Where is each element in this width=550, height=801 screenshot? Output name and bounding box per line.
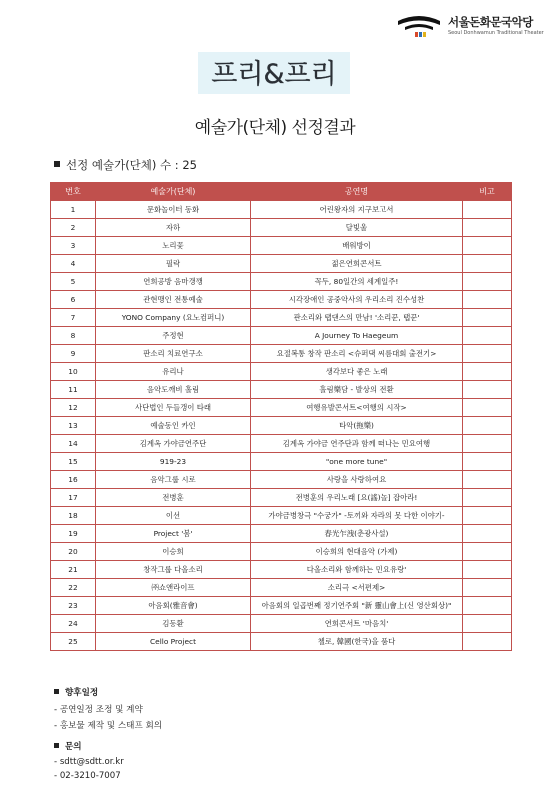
row-note bbox=[463, 633, 512, 651]
table-row bbox=[51, 579, 512, 597]
row-number: 19 bbox=[51, 525, 96, 543]
row-artist: YONO Company (요노컴퍼니) bbox=[96, 309, 251, 327]
row-note bbox=[463, 453, 512, 471]
row-note bbox=[463, 417, 512, 435]
table-row bbox=[51, 615, 512, 633]
row-number: 1 bbox=[51, 201, 96, 219]
row-artist: 김동환 bbox=[96, 615, 251, 633]
row-artist: 919-23 bbox=[96, 453, 251, 471]
row-performance: 연희콘서트 '마음치' bbox=[251, 615, 463, 633]
row-note bbox=[463, 237, 512, 255]
row-number: 20 bbox=[51, 543, 96, 561]
org-name-en: Seoul Donhwamun Traditional Theater bbox=[448, 30, 544, 36]
row-artist: 사단법인 두들갱이 타래 bbox=[96, 399, 251, 417]
contact-phone: - 02-3210-7007 bbox=[54, 771, 121, 781]
row-performance: A Journey To Haegeum bbox=[251, 327, 463, 345]
row-performance: 타악(拖樂) bbox=[251, 417, 463, 435]
row-artist: 판소리 치료연구소 bbox=[96, 345, 251, 363]
row-note bbox=[463, 327, 512, 345]
row-artist: 이승희 bbox=[96, 543, 251, 561]
row-number: 17 bbox=[51, 489, 96, 507]
row-artist: 유리나 bbox=[96, 363, 251, 381]
row-number: 8 bbox=[51, 327, 96, 345]
row-number: 10 bbox=[51, 363, 96, 381]
header-artist: 예술가(단체) bbox=[96, 183, 251, 201]
row-performance: 요절복통 창작 판소리 <슈퍼댁 씨름대회 출전기> bbox=[251, 345, 463, 363]
org-name: 서울돈화문국악당 bbox=[448, 15, 533, 29]
row-note bbox=[463, 309, 512, 327]
table-row bbox=[51, 255, 512, 273]
row-performance: 여행유발콘서트<여행의 시작> bbox=[251, 399, 463, 417]
table-row bbox=[51, 327, 512, 345]
table-header-row bbox=[51, 183, 512, 201]
row-note bbox=[463, 579, 512, 597]
row-artist: 자하 bbox=[96, 219, 251, 237]
festival-title-text: 프리&프리 bbox=[211, 59, 337, 90]
row-performance: 가야금병창극 "수궁가" -토끼와 자라의 못 다한 이야기- bbox=[251, 507, 463, 525]
table-row bbox=[51, 273, 512, 291]
table-row bbox=[51, 543, 512, 561]
row-number: 23 bbox=[51, 597, 96, 615]
row-performance: 배워방이 bbox=[251, 237, 463, 255]
row-number: 15 bbox=[51, 453, 96, 471]
row-note bbox=[463, 543, 512, 561]
table-row bbox=[51, 471, 512, 489]
table-row bbox=[51, 363, 512, 381]
row-artist: 전병훈 bbox=[96, 489, 251, 507]
row-performance: 젊은연희콘서트 bbox=[251, 255, 463, 273]
row-performance: 김계옥 가야금 연주단과 함께 떠나는 민요여행 bbox=[251, 435, 463, 453]
row-artist: 연희공방 음마갱깽 bbox=[96, 273, 251, 291]
header-note: 비고 bbox=[463, 183, 512, 201]
row-number: 13 bbox=[51, 417, 96, 435]
row-artist: 음악그룹 시로 bbox=[96, 471, 251, 489]
row-note bbox=[463, 435, 512, 453]
table-row bbox=[51, 201, 512, 219]
row-performance: 꼭두, 80일간의 세계일주! bbox=[251, 273, 463, 291]
bullet-square-icon bbox=[54, 161, 60, 167]
row-number: 25 bbox=[51, 633, 96, 651]
row-note bbox=[463, 525, 512, 543]
row-number: 4 bbox=[51, 255, 96, 273]
row-performance: 소리극 <서편제> bbox=[251, 579, 463, 597]
row-artist: 예술동인 카인 bbox=[96, 417, 251, 435]
row-number: 14 bbox=[51, 435, 96, 453]
row-performance: 달빛울 bbox=[251, 219, 463, 237]
table-row bbox=[51, 435, 512, 453]
header-performance: 공연명 bbox=[251, 183, 463, 201]
row-note bbox=[463, 273, 512, 291]
contact-heading-text: 문의 bbox=[65, 742, 82, 752]
row-artist: 김계옥 가야금연주단 bbox=[96, 435, 251, 453]
row-note bbox=[463, 345, 512, 363]
row-performance: 아음회의 일곱번째 정기연주회 "新 靈山會上(신 영산회상)" bbox=[251, 597, 463, 615]
table-row bbox=[51, 309, 512, 327]
table-row bbox=[51, 561, 512, 579]
row-note bbox=[463, 507, 512, 525]
row-artist: 문화놀이터 동화 bbox=[96, 201, 251, 219]
row-note bbox=[463, 597, 512, 615]
table-row bbox=[51, 219, 512, 237]
table-row bbox=[51, 633, 512, 651]
bullet-square-icon bbox=[54, 743, 59, 748]
table-row bbox=[51, 237, 512, 255]
row-number: 21 bbox=[51, 561, 96, 579]
row-note bbox=[463, 471, 512, 489]
row-number: 3 bbox=[51, 237, 96, 255]
schedule-item: - 공연일정 조정 및 계약 bbox=[54, 705, 143, 715]
row-number: 11 bbox=[51, 381, 96, 399]
row-note bbox=[463, 219, 512, 237]
row-performance: 어린왕자의 지구보고서 bbox=[251, 201, 463, 219]
table-row bbox=[51, 489, 512, 507]
row-performance: "one more tune" bbox=[251, 453, 463, 471]
row-artist: 관현맹인 전통예술 bbox=[96, 291, 251, 309]
row-artist: 노리꽃 bbox=[96, 237, 251, 255]
schedule-item: - 홍보물 제작 및 스태프 회의 bbox=[54, 721, 163, 731]
table-row bbox=[51, 417, 512, 435]
row-artist: Cello Project bbox=[96, 633, 251, 651]
row-note bbox=[463, 201, 512, 219]
row-number: 7 bbox=[51, 309, 96, 327]
row-note bbox=[463, 615, 512, 633]
row-number: 6 bbox=[51, 291, 96, 309]
row-performance: 사랑을 사랑하여요 bbox=[251, 471, 463, 489]
results-table bbox=[50, 182, 512, 651]
row-number: 12 bbox=[51, 399, 96, 417]
schedule-heading bbox=[54, 686, 162, 698]
row-performance: 홀림樂담 - 발상의 전환 bbox=[251, 381, 463, 399]
theater-logo bbox=[396, 10, 544, 44]
table-row bbox=[51, 507, 512, 525]
row-note bbox=[463, 291, 512, 309]
row-performance: 전병훈의 우리노래 [요(謠)놀] 잡아라! bbox=[251, 489, 463, 507]
row-note bbox=[463, 363, 512, 381]
selection-count-text: 선정 예술가(단체) 수 : 25 bbox=[66, 158, 197, 172]
row-artist: 필락 bbox=[96, 255, 251, 273]
schedule-section bbox=[54, 686, 162, 731]
row-number: 9 bbox=[51, 345, 96, 363]
row-performance: 시각장애인 공중악사의 우리소리 진수성찬 bbox=[251, 291, 463, 309]
schedule-heading-text: 향후일정 bbox=[65, 688, 99, 698]
row-note bbox=[463, 381, 512, 399]
row-artist: 창작그룹 다올소리 bbox=[96, 561, 251, 579]
row-number: 22 bbox=[51, 579, 96, 597]
row-number: 16 bbox=[51, 471, 96, 489]
festival-title-logo bbox=[198, 52, 350, 94]
row-number: 18 bbox=[51, 507, 96, 525]
contact-heading bbox=[54, 740, 124, 752]
row-number: 2 bbox=[51, 219, 96, 237]
table-row bbox=[51, 345, 512, 363]
row-artist: ㈜쇼앤라이프 bbox=[96, 579, 251, 597]
table-row bbox=[51, 291, 512, 309]
row-number: 24 bbox=[51, 615, 96, 633]
row-performance: 첼로, 韓國(한국)을 품다 bbox=[251, 633, 463, 651]
row-number: 5 bbox=[51, 273, 96, 291]
roof-logo-icon bbox=[396, 12, 442, 38]
page-title: 예술가(단체) 선정결과 bbox=[194, 118, 356, 138]
row-performance: 생각보다 좋은 노래 bbox=[251, 363, 463, 381]
row-artist: 이선 bbox=[96, 507, 251, 525]
table-row bbox=[51, 381, 512, 399]
row-performance: 판소리와 탭댄스의 만남! '소리꾼, 탭꾼' bbox=[251, 309, 463, 327]
row-artist: 아음회(雅音會) bbox=[96, 597, 251, 615]
row-note bbox=[463, 561, 512, 579]
row-note bbox=[463, 399, 512, 417]
table-row bbox=[51, 525, 512, 543]
selection-count bbox=[54, 157, 197, 173]
row-performance: 이승희의 현대음악 (가제) bbox=[251, 543, 463, 561]
table-row bbox=[51, 597, 512, 615]
row-artist: Project '봄' bbox=[96, 525, 251, 543]
row-artist: 음악도깨비 홀림 bbox=[96, 381, 251, 399]
row-performance: 다올소리와 함께하는 민요유랑' bbox=[251, 561, 463, 579]
row-artist: 주정현 bbox=[96, 327, 251, 345]
row-note bbox=[463, 489, 512, 507]
table-row bbox=[51, 453, 512, 471]
header-number: 번호 bbox=[51, 183, 96, 201]
row-performance: 春光乍洩(춘광사설) bbox=[251, 525, 463, 543]
table-row bbox=[51, 399, 512, 417]
contact-email[interactable]: - sdtt@sdtt.or.kr bbox=[54, 757, 124, 767]
contact-section bbox=[54, 740, 124, 781]
row-note bbox=[463, 255, 512, 273]
bullet-square-icon bbox=[54, 689, 59, 694]
